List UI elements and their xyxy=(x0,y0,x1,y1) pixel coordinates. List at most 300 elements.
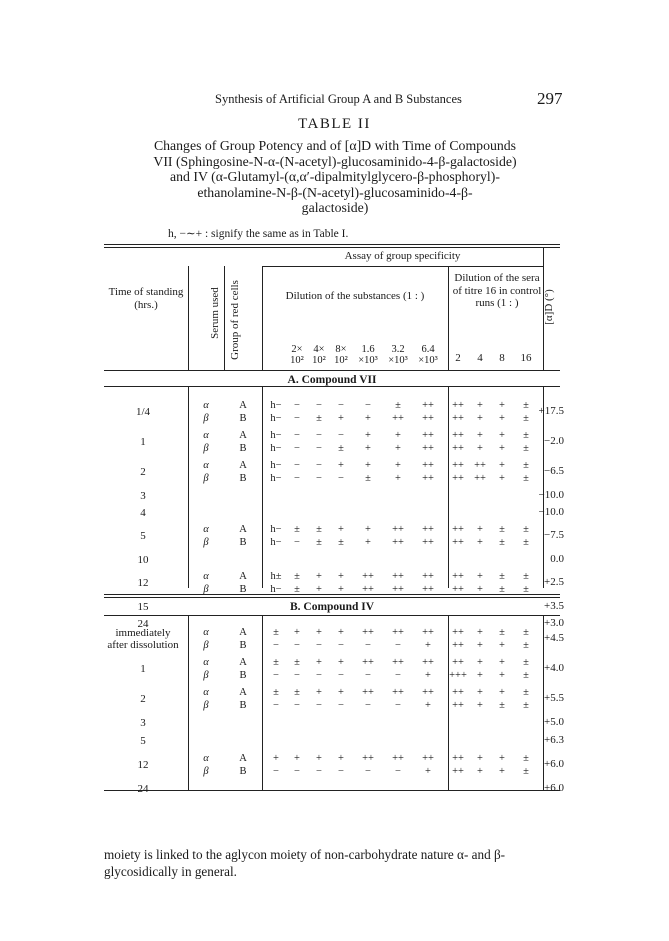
reaction-cell: − xyxy=(294,413,300,424)
reaction-cell: h± xyxy=(270,571,282,582)
reaction-cell: ± xyxy=(523,670,529,681)
reaction-cell: + xyxy=(395,460,401,471)
reaction-cell: ++ xyxy=(392,537,404,548)
reaction-cell: ++ xyxy=(392,524,404,535)
reaction-cell: − xyxy=(294,670,300,681)
substance-dilution-label: 8× 10² xyxy=(334,344,348,366)
reaction-cell: + xyxy=(338,571,344,582)
time-label: 3 xyxy=(140,717,146,729)
reaction-cell: + xyxy=(477,413,483,424)
time-label: 24 xyxy=(137,783,149,795)
reaction-cell: ++ xyxy=(362,687,374,698)
alpha-d-value: +17.5 xyxy=(538,405,564,417)
caption-line: galactoside) xyxy=(301,200,369,215)
reaction-cell: − xyxy=(338,670,344,681)
table-row xyxy=(0,472,669,486)
serum-cell: β xyxy=(203,584,209,595)
table-row xyxy=(0,699,669,713)
reaction-cell: + xyxy=(365,537,371,548)
reaction-cell: + xyxy=(365,524,371,535)
closing-paragraph: moiety is linked to the aglycon moiety of non-carbohydrate nature α- and β-glycosidically in general. xyxy=(104,847,506,879)
reaction-cell: ± xyxy=(523,753,529,764)
reaction-cell: ++ xyxy=(392,413,404,424)
section-b-title: B. Compound IV xyxy=(289,601,375,613)
reaction-cell: − xyxy=(316,640,322,651)
reaction-cell: + xyxy=(365,430,371,441)
reaction-cell: + xyxy=(499,443,505,454)
alpha-d-value: +2.5 xyxy=(544,576,564,588)
reaction-cell: ++ xyxy=(422,753,434,764)
alpha-d-value: +6.0 xyxy=(544,758,564,770)
reaction-cell: + xyxy=(425,700,431,711)
reaction-cell: ++ xyxy=(422,430,434,441)
reaction-cell: + xyxy=(477,400,483,411)
reaction-cell: h− xyxy=(270,524,282,535)
reaction-cell: + xyxy=(499,640,505,651)
reaction-cell: ++ xyxy=(452,700,464,711)
reaction-cell: ± xyxy=(294,584,300,595)
alpha-d-value: −6.5 xyxy=(544,465,564,477)
reaction-cell: + xyxy=(499,753,505,764)
serum-cell: α xyxy=(203,400,209,411)
cell-group-cell: B xyxy=(239,473,247,484)
reaction-cell: + xyxy=(425,640,431,651)
reaction-cell: + xyxy=(477,753,483,764)
reaction-cell: ± xyxy=(499,584,505,595)
cell-group-cell: B xyxy=(239,413,247,424)
reaction-cell: + xyxy=(294,753,300,764)
reaction-cell: + xyxy=(294,627,300,638)
alpha-d-value: +6.0 xyxy=(544,782,564,794)
alpha-d-value: +3.5 xyxy=(544,599,564,612)
table-title: TABLE II xyxy=(298,116,371,132)
reaction-cell: + xyxy=(477,443,483,454)
reaction-cell: + xyxy=(477,640,483,651)
sera-dilution-label: 4 xyxy=(477,352,483,364)
reaction-cell: + xyxy=(316,753,322,764)
reaction-cell: − xyxy=(294,700,300,711)
time-label: 1/4 xyxy=(135,406,151,418)
reaction-cell: + xyxy=(365,413,371,424)
time-label: 24 xyxy=(137,617,149,630)
reaction-cell: ++ xyxy=(422,460,434,471)
reaction-cell: + xyxy=(338,460,344,471)
cell-group-cell: A xyxy=(239,460,247,471)
serum-cell: α xyxy=(203,460,209,471)
reaction-cell: − xyxy=(316,670,322,681)
reaction-cell: − xyxy=(338,700,344,711)
reaction-cell: + xyxy=(477,571,483,582)
time-label: 12 xyxy=(137,577,149,589)
reaction-cell: − xyxy=(365,700,371,711)
table-row xyxy=(0,626,669,640)
reaction-cell: + xyxy=(425,766,431,777)
reaction-cell: ± xyxy=(273,657,279,668)
cell-group-cell: B xyxy=(239,670,247,681)
reaction-cell: ++ xyxy=(452,400,464,411)
reaction-cell: ++ xyxy=(422,400,434,411)
reaction-cell: ± xyxy=(523,657,529,668)
cell-group-cell: A xyxy=(239,753,247,764)
reaction-cell: ± xyxy=(294,524,300,535)
reaction-cell: − xyxy=(316,400,322,411)
reaction-cell: + xyxy=(316,571,322,582)
reaction-cell: ± xyxy=(523,640,529,651)
reaction-cell: + xyxy=(477,537,483,548)
reaction-cell: ++ xyxy=(452,460,464,471)
serum-cell: β xyxy=(203,640,209,651)
col-divider-time xyxy=(188,266,189,370)
reaction-cell: ± xyxy=(338,537,344,548)
table-caption xyxy=(120,138,550,216)
reaction-cell: ++ xyxy=(422,443,434,454)
reaction-cell: − xyxy=(395,640,401,651)
reaction-cell: ++ xyxy=(392,657,404,668)
reaction-cell: ++ xyxy=(392,571,404,582)
reaction-cell: ± xyxy=(523,627,529,638)
reaction-cell: − xyxy=(316,473,322,484)
reaction-cell: ++ xyxy=(422,473,434,484)
reaction-cell: + xyxy=(499,657,505,668)
reaction-cell: ± xyxy=(499,627,505,638)
reaction-cell: ± xyxy=(316,537,322,548)
table-row xyxy=(0,412,669,426)
reaction-cell: + xyxy=(477,687,483,698)
col-divider-serum xyxy=(224,266,225,370)
substance-dilution-header: Dilution of the substances (1 : ) xyxy=(285,290,425,302)
reaction-cell: ± xyxy=(273,627,279,638)
cell-group-cell: A xyxy=(239,627,247,638)
reaction-cell: + xyxy=(477,657,483,668)
reaction-cell: ++ xyxy=(392,753,404,764)
table-row xyxy=(0,442,669,456)
time-label: 12 xyxy=(137,759,149,771)
reaction-cell: h− xyxy=(270,584,282,595)
section-b-top-rule-double xyxy=(104,597,560,598)
assay-header-rule xyxy=(262,266,543,267)
reaction-cell: − xyxy=(273,640,279,651)
reaction-cell: h− xyxy=(270,537,282,548)
reaction-cell: − xyxy=(273,766,279,777)
reaction-cell: ± xyxy=(523,430,529,441)
header-bottom-rule xyxy=(104,370,560,371)
reaction-cell: − xyxy=(338,473,344,484)
reaction-cell: ++ xyxy=(422,524,434,535)
reaction-cell: + xyxy=(477,430,483,441)
reaction-cell: + xyxy=(365,443,371,454)
reaction-cell: − xyxy=(273,700,279,711)
reaction-cell: ± xyxy=(523,537,529,548)
serum-cell: α xyxy=(203,430,209,441)
reaction-cell: ++ xyxy=(362,584,374,595)
reaction-cell: h− xyxy=(270,430,282,441)
sera-dilution-label: 8 xyxy=(499,352,505,364)
reaction-cell: − xyxy=(395,670,401,681)
serum-cell: β xyxy=(203,670,209,681)
reaction-cell: − xyxy=(294,473,300,484)
page-number: 297 xyxy=(537,89,563,108)
serum-cell: α xyxy=(203,657,209,668)
time-label: 2 xyxy=(140,466,146,478)
table-row xyxy=(0,429,669,443)
time-label: 1 xyxy=(140,436,146,448)
cell-group-cell: A xyxy=(239,571,247,582)
reaction-cell: + xyxy=(499,400,505,411)
reaction-cell: − xyxy=(294,460,300,471)
substance-dilution-label: 1.6 ×10³ xyxy=(358,344,378,366)
reaction-cell: ++ xyxy=(452,571,464,582)
reaction-cell: − xyxy=(365,640,371,651)
reaction-cell: ++ xyxy=(452,753,464,764)
alpha-d-value: −10.0 xyxy=(538,488,564,501)
section-a-title: A. Compound VII xyxy=(287,374,377,386)
reaction-cell: + xyxy=(499,766,505,777)
alpha-d-value: +4.5 xyxy=(544,632,564,644)
cell-group-cell: A xyxy=(239,657,247,668)
reaction-cell: ++ xyxy=(452,640,464,651)
reaction-cell: ± xyxy=(316,524,322,535)
reaction-cell: − xyxy=(294,766,300,777)
reaction-cell: − xyxy=(316,430,322,441)
reaction-cell: − xyxy=(273,670,279,681)
reaction-cell: + xyxy=(395,443,401,454)
reaction-cell: ++ xyxy=(422,687,434,698)
reaction-cell: ± xyxy=(338,443,344,454)
cell-group-cell: B xyxy=(239,766,247,777)
reaction-cell: h− xyxy=(270,473,282,484)
serum-cell: β xyxy=(203,443,209,454)
reaction-cell: ± xyxy=(523,473,529,484)
serum-cell: β xyxy=(203,700,209,711)
reaction-cell: + xyxy=(338,753,344,764)
time-label: 2 xyxy=(140,693,146,705)
reaction-cell: − xyxy=(365,766,371,777)
section-a-rule xyxy=(104,386,560,387)
table-row xyxy=(0,523,669,537)
reaction-cell: + xyxy=(338,627,344,638)
reaction-cell: ++ xyxy=(422,627,434,638)
reaction-cell: ± xyxy=(523,400,529,411)
alpha-d-value: +4.0 xyxy=(544,662,564,674)
time-label: 10 xyxy=(137,553,149,566)
table-row xyxy=(0,669,669,683)
alpha-d-value: −2.0 xyxy=(544,435,564,447)
substance-dilution-label: 3.2 ×10³ xyxy=(388,344,408,366)
time-label: 1 xyxy=(140,663,146,675)
table-row xyxy=(0,639,669,653)
time-label: immediately after dissolution xyxy=(107,627,179,651)
alpha-d-value: 0.0 xyxy=(550,552,564,565)
reaction-cell: + xyxy=(316,657,322,668)
reaction-cell: − xyxy=(316,443,322,454)
reaction-cell: + xyxy=(425,670,431,681)
alpha-d-column-header: [α]D (°) xyxy=(543,289,555,325)
reaction-cell: + xyxy=(316,584,322,595)
reaction-cell: ± xyxy=(523,460,529,471)
reaction-cell: ++ xyxy=(474,460,486,471)
reaction-cell: ++ xyxy=(452,627,464,638)
reaction-cell: − xyxy=(395,700,401,711)
reaction-cell: − xyxy=(338,400,344,411)
col-divider-cells xyxy=(262,266,263,370)
serum-cell: α xyxy=(203,627,209,638)
alpha-d-value: −7.5 xyxy=(544,529,564,541)
serum-cell: β xyxy=(203,537,209,548)
reaction-cell: + xyxy=(395,473,401,484)
reaction-cell: − xyxy=(294,400,300,411)
reaction-cell: − xyxy=(316,766,322,777)
cell-group-cell: A xyxy=(239,430,247,441)
reaction-cell: h− xyxy=(270,460,282,471)
reaction-cell: ± xyxy=(294,571,300,582)
table-row xyxy=(0,765,669,779)
time-label: 5 xyxy=(140,735,146,747)
reaction-cell: + xyxy=(477,627,483,638)
reaction-cell: +++ xyxy=(449,670,467,681)
reaction-cell: ++ xyxy=(452,687,464,698)
reaction-cell: + xyxy=(338,657,344,668)
reaction-cell: + xyxy=(365,460,371,471)
reaction-cell: ± xyxy=(294,687,300,698)
caption-line: Changes of Group Potency and of [α]D with Time of Compounds xyxy=(153,138,517,153)
alpha-d-value: +5.0 xyxy=(544,716,564,728)
reaction-cell: + xyxy=(316,687,322,698)
reaction-cell: − xyxy=(365,400,371,411)
reaction-cell: ++ xyxy=(452,584,464,595)
serum-cell: α xyxy=(203,571,209,582)
serum-cell: β xyxy=(203,413,209,424)
reaction-cell: ++ xyxy=(452,413,464,424)
reaction-cell: ++ xyxy=(422,571,434,582)
reaction-cell: ± xyxy=(395,400,401,411)
reaction-cell: + xyxy=(499,430,505,441)
reaction-cell: − xyxy=(316,460,322,471)
substance-dilution-label: 2× 10² xyxy=(290,344,304,366)
reaction-cell: ± xyxy=(499,537,505,548)
reaction-cell: − xyxy=(338,640,344,651)
reaction-cell: ++ xyxy=(452,473,464,484)
reaction-cell: + xyxy=(477,700,483,711)
sera-dilution-label: 2 xyxy=(455,352,461,364)
table-row xyxy=(0,459,669,473)
reaction-cell: ++ xyxy=(474,473,486,484)
reaction-cell: + xyxy=(477,524,483,535)
reaction-cell: + xyxy=(499,473,505,484)
reaction-cell: + xyxy=(477,766,483,777)
reaction-cell: ++ xyxy=(452,766,464,777)
reaction-cell: ± xyxy=(523,413,529,424)
reaction-cell: ± xyxy=(316,413,322,424)
reaction-cell: ++ xyxy=(392,687,404,698)
serum-column-header: Serum used xyxy=(209,287,221,339)
reaction-cell: + xyxy=(395,430,401,441)
reaction-cell: + xyxy=(338,687,344,698)
caption-line: VII (Sphingosine-N-α-(N-acetyl)-glucosaminido-4-β-galactoside) xyxy=(153,153,517,169)
alpha-d-value: +3.0 xyxy=(544,616,564,629)
sera-dilution-header: Dilution of the sera of titre 16 in control runs (1 : ) xyxy=(452,272,542,309)
reaction-cell: − xyxy=(365,670,371,681)
table-row xyxy=(0,752,669,766)
cell-group-cell: A xyxy=(239,524,247,535)
reaction-cell: + xyxy=(499,687,505,698)
table-row xyxy=(0,583,669,597)
table-rule-top-double xyxy=(104,247,560,248)
reaction-cell: − xyxy=(294,640,300,651)
reaction-cell: ± xyxy=(499,524,505,535)
serum-cell: α xyxy=(203,524,209,535)
reaction-cell: ± xyxy=(523,687,529,698)
reaction-cell: ± xyxy=(523,584,529,595)
reaction-cell: ± xyxy=(499,700,505,711)
reaction-cell: + xyxy=(499,670,505,681)
reaction-cell: − xyxy=(395,766,401,777)
reaction-cell: − xyxy=(338,430,344,441)
reaction-cell: ++ xyxy=(422,413,434,424)
reaction-cell: − xyxy=(294,430,300,441)
alpha-d-value: +6.3 xyxy=(544,734,564,746)
reaction-cell: + xyxy=(499,460,505,471)
table-row xyxy=(0,686,669,700)
table-row xyxy=(0,656,669,670)
table-rule-top xyxy=(104,244,560,245)
reaction-cell: ++ xyxy=(392,584,404,595)
serum-cell: β xyxy=(203,473,209,484)
reaction-cell: − xyxy=(316,700,322,711)
alpha-d-value: +5.5 xyxy=(544,692,564,704)
reaction-cell: ++ xyxy=(452,430,464,441)
caption-line: and IV (α-Glutamyl-(α,α′-dipalmitylglycero-β-phosphoryl)- xyxy=(170,169,500,184)
reaction-cell: ++ xyxy=(362,571,374,582)
reaction-cell: ± xyxy=(294,657,300,668)
reaction-cell: ± xyxy=(365,473,371,484)
reaction-cell: h− xyxy=(270,443,282,454)
reaction-cell: − xyxy=(338,766,344,777)
reaction-cell: − xyxy=(294,443,300,454)
reaction-cell: + xyxy=(316,627,322,638)
reaction-cell: ± xyxy=(523,766,529,777)
time-column-header: Time of standing (hrs.) xyxy=(108,286,184,311)
substance-dilution-label: 4× 10² xyxy=(312,344,326,366)
reaction-cell: ++ xyxy=(452,657,464,668)
reaction-cell: + xyxy=(273,753,279,764)
reaction-cell: ++ xyxy=(392,627,404,638)
reaction-cell: ± xyxy=(523,571,529,582)
cell-group-cell: A xyxy=(239,400,247,411)
serum-cell: α xyxy=(203,753,209,764)
reaction-cell: ++ xyxy=(362,627,374,638)
reaction-cell: ++ xyxy=(452,443,464,454)
time-label: 15 xyxy=(137,600,149,613)
table-footnote: h, −∼+ : signify the same as in Table I. xyxy=(168,228,349,240)
substance-dilution-label: 6.4 ×10³ xyxy=(418,344,438,366)
reaction-cell: ++ xyxy=(452,524,464,535)
cell-group-cell: B xyxy=(239,640,247,651)
reaction-cell: ± xyxy=(523,524,529,535)
assay-header: Assay of group specificity xyxy=(344,250,461,262)
reaction-cell: ++ xyxy=(362,753,374,764)
reaction-cell: h− xyxy=(270,400,282,411)
cells-column-header: Group of red cells xyxy=(229,280,241,360)
serum-cell: β xyxy=(203,766,209,777)
reaction-cell: + xyxy=(338,524,344,535)
reaction-cell: + xyxy=(477,670,483,681)
reaction-cell: h− xyxy=(270,413,282,424)
table-row xyxy=(0,536,669,550)
reaction-cell: − xyxy=(294,537,300,548)
cell-group-cell: B xyxy=(239,700,247,711)
caption-line: ethanolamine-N-β-(N-acetyl)-glucosaminido-4-β- xyxy=(197,184,473,200)
reaction-cell: ++ xyxy=(422,537,434,548)
